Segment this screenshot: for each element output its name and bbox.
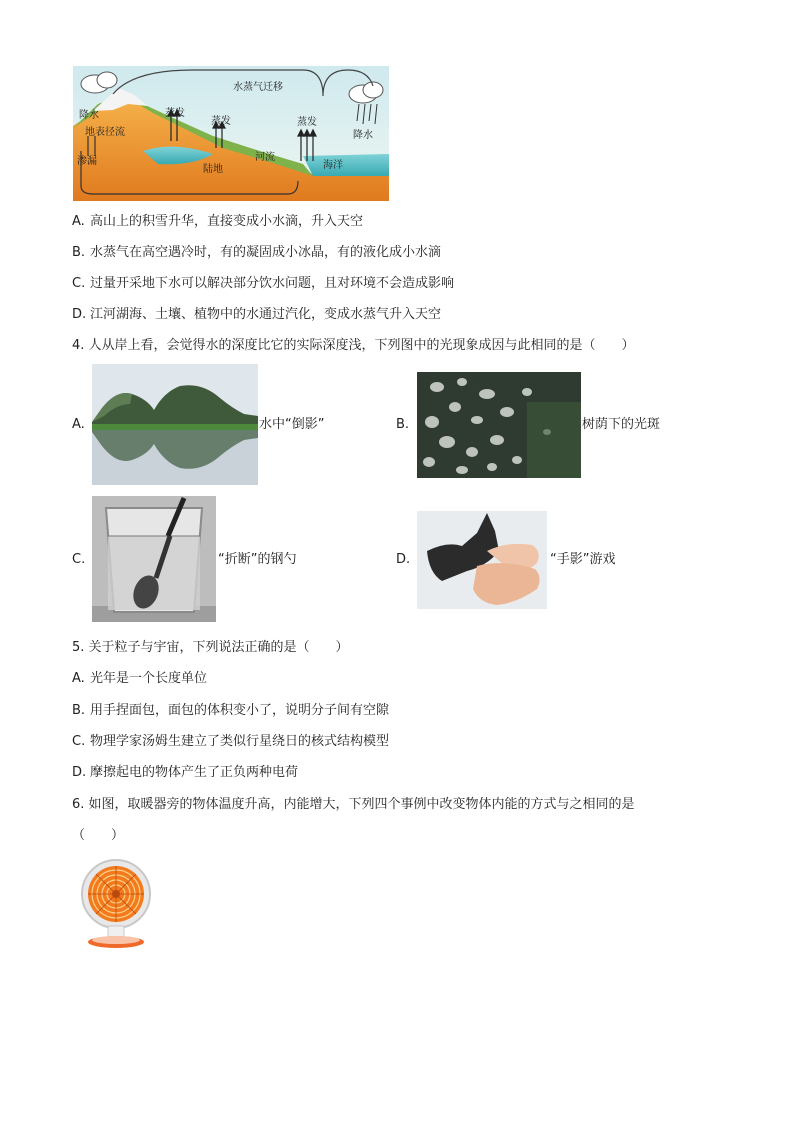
label-precip-left: 降水 — [79, 110, 99, 121]
water-cycle-diagram — [73, 66, 389, 201]
q4-option-a-letter: A. — [72, 417, 85, 432]
q4-option-b-caption: 树荫下的光斑 — [582, 417, 661, 432]
option-text: 物理学家汤姆生建立了类似行星绕日的核式结构模型 — [90, 734, 390, 749]
option-text: 高山上的积雪升华，直接变成小水滴，升入天空 — [90, 214, 364, 229]
option-text: 摩擦起电的物体产生了正负两种电荷 — [90, 765, 299, 780]
label-ocean: 海洋 — [323, 160, 343, 171]
option-letter: A. — [72, 214, 85, 229]
label-evap-1: 蒸发 — [165, 108, 185, 119]
q4-option-b-letter: B. — [396, 417, 410, 432]
option-letter: D. — [72, 765, 87, 780]
label-infiltration: 渗漏 — [77, 156, 97, 167]
q4-option-a-photo — [92, 364, 258, 485]
q3-option-c — [72, 274, 454, 294]
mountain-reflection-image — [92, 364, 258, 485]
label-precip-right: 降水 — [353, 130, 373, 141]
q4-option-d-photo — [417, 511, 547, 609]
option-letter: C. — [72, 276, 86, 291]
q6-stem-line1: 6. 如图，取暖器旁的物体温度升高，内能增大，下列四个事例中改变物体内能的方式与之相同的是 — [72, 797, 635, 812]
bent-spoon-image — [92, 496, 216, 622]
q4-option-a-caption: 水中“倒影” — [259, 417, 325, 432]
heater-image — [78, 856, 154, 952]
label-vapor-migration: 水蒸气迁移 — [233, 82, 283, 93]
option-text: 光年是一个长度单位 — [90, 671, 208, 686]
option-text: 水蒸气在高空遇冷时，有的凝固成小冰晶，有的液化成小水滴 — [90, 245, 442, 260]
option-text: 江河湖海、土壤、植物中的水通过汽化，变成水蒸气升入天空 — [90, 307, 442, 322]
option-letter: B. — [72, 703, 86, 718]
q6-heater-photo — [78, 856, 154, 952]
q4-option-d-letter: D. — [396, 552, 411, 567]
q5-stem: 5. 关于粒子与宇宙，下列说法正确的是（ ） — [72, 640, 349, 655]
light-spots-image — [417, 372, 581, 478]
option-text: 过量开采地下水可以解决部分饮水问题，且对环境不会造成影响 — [90, 276, 455, 291]
q3-option-a — [72, 212, 363, 232]
option-text: 用手捏面包，面包的体积变小了，说明分子间有空隙 — [90, 703, 390, 718]
q4-option-c-letter: C. — [72, 552, 86, 567]
q4-option-b-photo — [417, 372, 581, 478]
label-surface-runoff: 地表径流 — [85, 127, 125, 138]
label-river: 河流 — [255, 152, 275, 163]
hand-shadow-image — [417, 511, 547, 609]
option-letter: B. — [72, 245, 86, 260]
label-evap-2: 蒸发 — [211, 116, 231, 127]
q3-option-d — [72, 305, 441, 325]
q5-option-b — [72, 701, 389, 721]
q4-stem: 4. 人从岸上看，会觉得水的深度比它的实际深度浅，下列图中的光现象成因与此相同的是（ ） — [72, 338, 635, 353]
q4-option-c-caption: “折断”的钢勺 — [218, 552, 297, 567]
q4-option-c-photo — [92, 496, 216, 622]
label-evap-3: 蒸发 — [297, 117, 317, 128]
option-letter: C. — [72, 734, 86, 749]
q5-option-d — [72, 763, 298, 783]
q4-option-d-caption: “手影”游戏 — [550, 552, 616, 567]
option-letter: A. — [72, 671, 85, 686]
q6-stem-line2: （ ） — [72, 828, 125, 843]
q3-option-b — [72, 243, 441, 263]
label-land: 陆地 — [203, 164, 223, 175]
option-letter: D. — [72, 307, 87, 322]
q5-option-a — [72, 669, 207, 689]
q5-option-c — [72, 732, 389, 752]
